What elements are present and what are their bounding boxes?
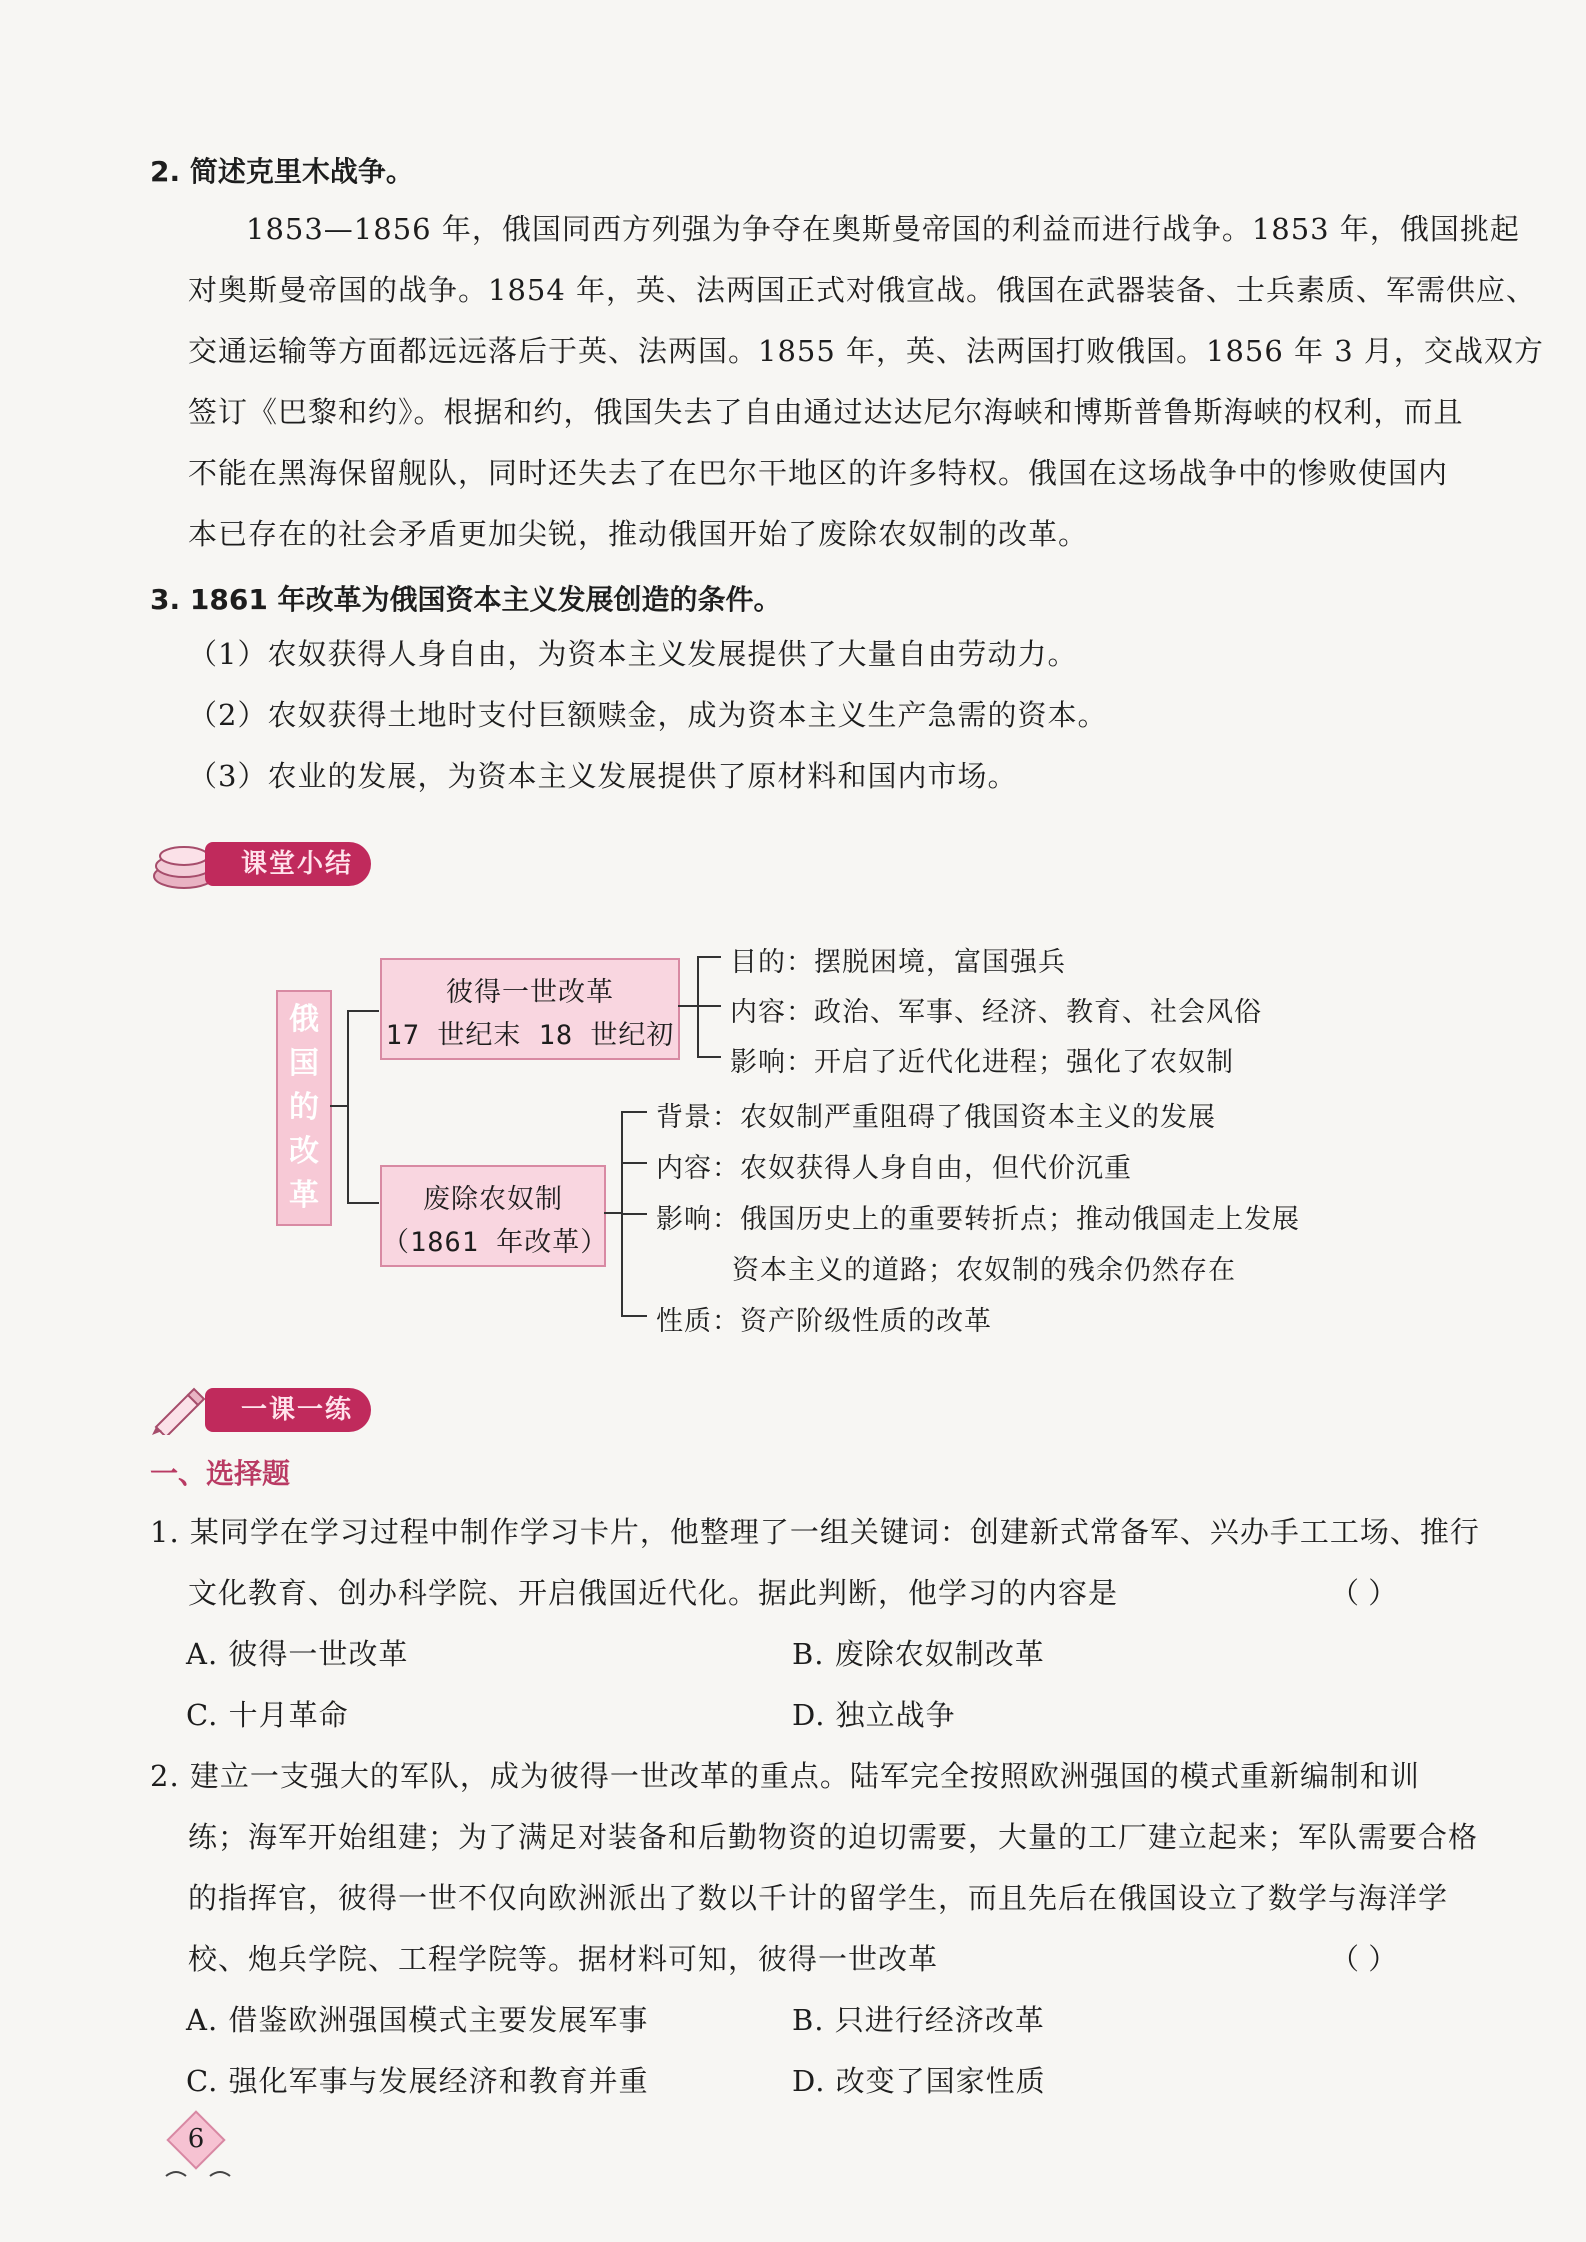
summary-banner: 课堂小结 [205,842,371,886]
node2-title: 废除农奴制 [423,1184,563,1215]
q2-line: 对奥斯曼帝国的战争。1854 年，英、法两国正式对俄宣战。俄国在武器装备、士兵素质、军需供应、 [188,273,1537,307]
root-char: 改 [289,1134,319,1169]
root-char: 国 [289,1046,319,1081]
connector [697,956,721,958]
connector [678,1005,698,1007]
node1-subtitle: 17 世纪末 18 世纪初 [385,1020,675,1051]
node2-item: 内容：农奴获得人身自由，但代价沉重 [656,1153,1132,1184]
mc2-answer-blank[interactable]: （ ） [1330,1942,1398,1976]
q2-line: 不能在黑海保留舰队，同时还失去了在巴尔干地区的许多特权。俄国在这场战争中的惨败使国内 [188,456,1449,490]
mc2-line: 校、炮兵学院、工程学院等。据材料可知，彼得一世改革 [188,1942,939,1976]
node2-subtitle: （1861 年改革） [382,1227,609,1258]
question-2-title: 2. 简述克里木战争。 [150,155,414,188]
mc2-option[interactable]: D. 改变了国家性质 [792,2064,1046,2098]
connector [697,1005,721,1007]
node2-item: 影响：俄国历史上的重要转折点；推动俄国走上发展 [656,1204,1300,1235]
node1-item: 目的：摆脱困境，富国强兵 [730,947,1066,978]
q2-line: 签订《巴黎和约》。根据和约，俄国失去了自由通过达达尼尔海峡和博斯普鲁斯海峡的权利，而且 [188,395,1464,429]
connector [621,1111,647,1113]
mc2-option[interactable]: B. 只进行经济改革 [792,2003,1045,2037]
mc1-option[interactable]: D. 独立战争 [792,1698,956,1732]
question-3-title: 3. 1861 年改革为俄国资本主义发展创造的条件。 [150,583,782,616]
root-char: 俄 [289,1002,319,1037]
mc2-option[interactable]: C. 强化军事与发展经济和教育并重 [186,2064,649,2098]
node-peter-reform [380,958,680,1060]
connector [330,1105,348,1107]
q3-item: （3）农业的发展，为资本主义发展提供了原材料和国内市场。 [188,759,1018,793]
mc2-line: 2. 建立一支强大的军队，成为彼得一世改革的重点。陆军完全按照欧洲强国的模式重新编制和训 [150,1759,1420,1793]
practice-banner: 一课一练 [205,1388,371,1432]
q3-item: （2）农奴获得土地时支付巨额赎金，成为资本主义生产急需的资本。 [188,698,1108,732]
root-node-label [278,992,330,1218]
connector [621,1315,647,1317]
connector [621,1162,647,1164]
node2-item: 背景：农奴制严重阻碍了俄国资本主义的发展 [656,1102,1216,1133]
connector [347,1010,349,1204]
node1-item: 内容：政治、军事、经济、教育、社会风俗 [730,997,1262,1028]
section-title: 一、选择题 [150,1457,291,1490]
mc2-option[interactable]: A. 借鉴欧洲强国模式主要发展军事 [186,2003,649,2037]
root-char: 革 [289,1178,319,1213]
node2-item: 性质：资产阶级性质的改革 [656,1306,992,1337]
mc1-line: 文化教育、创办科学院、开启俄国近代化。据此判断，他学习的内容是 [188,1576,1119,1610]
root-char: 的 [289,1090,319,1125]
mc1-answer-blank[interactable]: （ ） [1330,1576,1398,1610]
mc1-option[interactable]: C. 十月革命 [186,1698,349,1732]
node1-item: 影响：开启了近代化进程；强化了农奴制 [730,1047,1234,1078]
pencil-icon [148,1385,208,1439]
mc1-line: 1. 某同学在学习过程中制作学习卡片，他整理了一组关键词：创建新式常备军、兴办手工工场、推行 [150,1515,1480,1549]
connector [347,1010,379,1012]
q2-line: 1853—1856 年，俄国同西方列强为争夺在奥斯曼帝国的利益而进行战争。1853 年，俄国挑起 [246,212,1520,246]
connector [621,1213,647,1215]
mc2-line: 练；海军开始组建；为了满足对装备和后勤物资的迫切需要，大量的工厂建立起来；军队需要合格 [188,1820,1479,1854]
mc1-option[interactable]: A. 彼得一世改革 [186,1637,409,1671]
root-node-box [276,990,332,1226]
connector [347,1202,379,1204]
q2-line: 交通运输等方面都远远落后于英、法两国。1855 年，英、法两国打败俄国。1856 年 3 月，交战双方 [188,334,1544,368]
q2-line: 本已存在的社会矛盾更加尖锐，推动俄国开始了废除农奴制的改革。 [188,517,1089,551]
q3-item: （1）农奴获得人身自由，为资本主义发展提供了大量自由劳动力。 [188,637,1078,671]
node2-item: 资本主义的道路；农奴制的残余仍然存在 [732,1255,1236,1286]
connector [697,956,699,1058]
mc2-line: 的指挥官，彼得一世不仅向欧洲派出了数以千计的留学生，而且先后在俄国设立了数学与海洋学 [188,1881,1449,1915]
node-abolish-serfdom [380,1165,609,1267]
connector [604,1212,622,1214]
connector [697,1056,721,1058]
page-number: 6 [187,2124,205,2154]
mc1-option[interactable]: B. 废除农奴制改革 [792,1637,1045,1671]
page-number-badge [160,2110,238,2188]
node1-title: 彼得一世改革 [446,977,614,1008]
